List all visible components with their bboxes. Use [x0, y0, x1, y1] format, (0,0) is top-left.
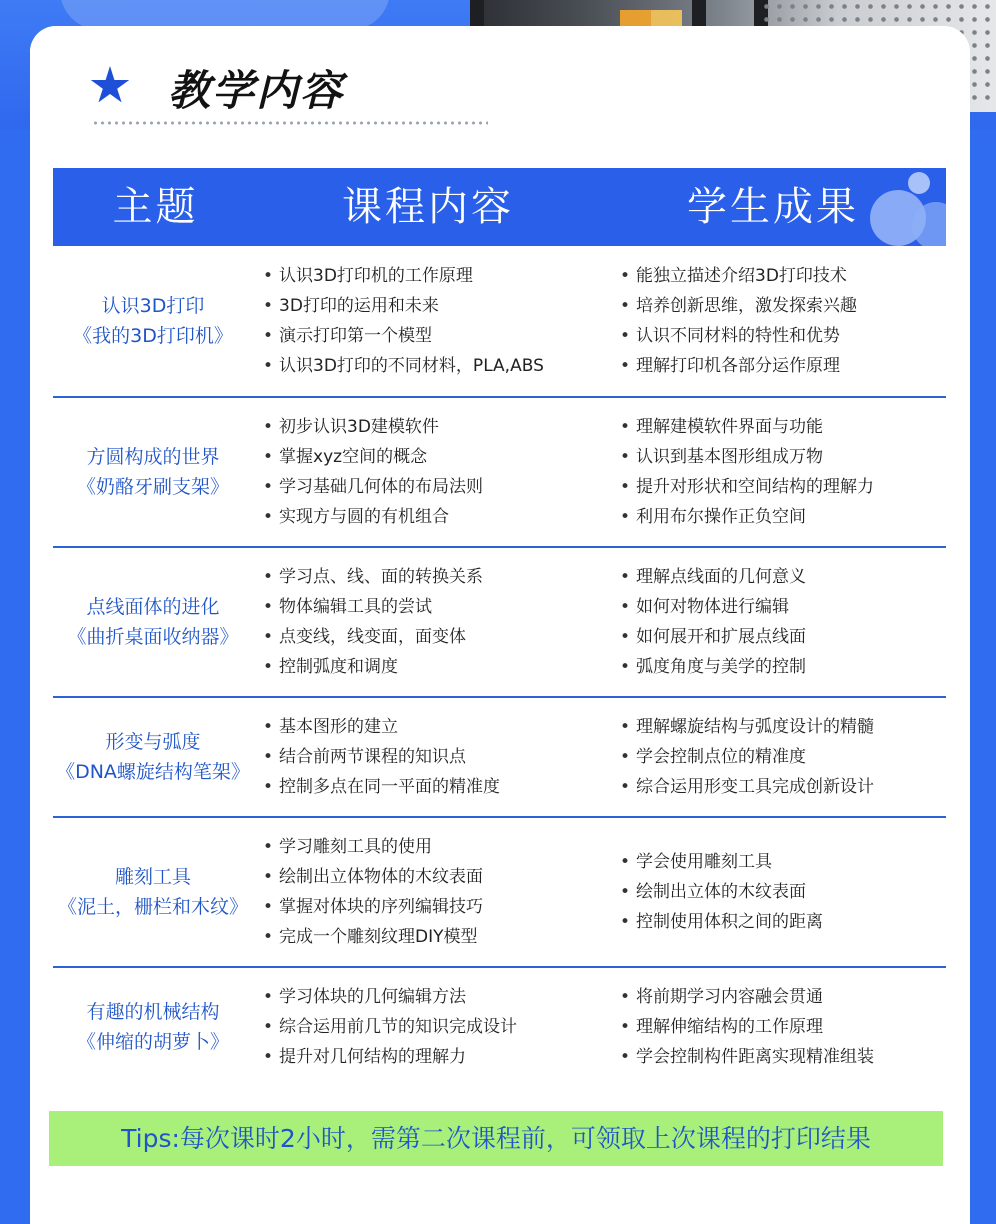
course-content-list — [263, 698, 613, 816]
list-item: • 理解伸缩结构的工作原理 — [620, 1012, 940, 1042]
list-item: • 认识不同材料的特性和优势 — [620, 321, 940, 351]
list-item: • 如何展开和扩展点线面 — [620, 622, 940, 652]
list-item: • 利用布尔操作正负空间 — [620, 502, 940, 532]
project-name: 《DNA螺旋结构笔架》 — [56, 761, 250, 783]
row-topic — [53, 968, 253, 1086]
row-topic — [53, 698, 253, 816]
table-row — [53, 246, 946, 398]
list-item: • 绘制出立体的木纹表面 — [620, 877, 940, 907]
list-item: • 控制使用体积之间的距离 — [620, 907, 940, 937]
row-topic — [53, 398, 253, 546]
course-content-list — [263, 968, 613, 1086]
student-results-list — [620, 398, 940, 546]
course-content-list — [263, 548, 613, 696]
student-results-list — [620, 548, 940, 696]
list-item: • 点变线，线变面，面变体 — [263, 622, 613, 652]
topic-name: 有趣的机械结构 — [86, 1001, 220, 1023]
project-name: 《曲折桌面收纳器》 — [67, 626, 239, 648]
project-name: 《伸缩的胡萝卜》 — [76, 1031, 229, 1053]
list-item: • 物体编辑工具的尝试 — [263, 592, 613, 622]
list-item: • 能独立描述介绍3D打印技术 — [620, 261, 940, 291]
list-item: • 控制多点在同一平面的精准度 — [263, 772, 613, 802]
list-item: • 理解螺旋结构与弧度设计的精髓 — [620, 712, 940, 742]
table-row — [53, 548, 946, 698]
table-row — [53, 818, 946, 968]
course-content-list — [263, 246, 613, 396]
list-item: • 理解点线面的几何意义 — [620, 562, 940, 592]
topic-name: 点线面体的进化 — [86, 596, 220, 618]
list-item: • 学会使用雕刻工具 — [620, 847, 940, 877]
list-item: • 3D打印的运用和未来 — [263, 291, 613, 321]
list-item: • 弧度角度与美学的控制 — [620, 652, 940, 682]
student-results-list — [620, 968, 940, 1086]
list-item: • 演示打印第一个模型 — [263, 321, 613, 351]
list-item: • 将前期学习内容融会贯通 — [620, 982, 940, 1012]
topic-name: 认识3D打印 — [101, 295, 205, 317]
header-course-content: 课程内容 — [342, 184, 514, 230]
list-item: • 提升对几何结构的理解力 — [263, 1042, 613, 1072]
list-item: • 认识到基本图形组成万物 — [620, 442, 940, 472]
header-student-results: 学生成果 — [687, 184, 859, 230]
topic-name: 方圆构成的世界 — [86, 446, 220, 468]
list-item: • 学习基础几何体的布局法则 — [263, 472, 613, 502]
topic-name: 形变与弧度 — [105, 731, 201, 753]
list-item: • 完成一个雕刻纹理DIY模型 — [263, 922, 613, 952]
list-item: • 学习点、线、面的转换关系 — [263, 562, 613, 592]
list-item: • 学会控制点位的精准度 — [620, 742, 940, 772]
list-item: • 学习雕刻工具的使用 — [263, 832, 613, 862]
tips-banner: Tips:每次课时2小时，需第二次课程前，可领取上次课程的打印结果 — [49, 1111, 943, 1166]
list-item: • 基本图形的建立 — [263, 712, 613, 742]
topic-name: 雕刻工具 — [114, 866, 191, 888]
table-row — [53, 698, 946, 818]
list-item: • 如何对物体进行编辑 — [620, 592, 940, 622]
table-header — [53, 168, 946, 246]
row-topic — [53, 818, 253, 966]
table-row — [53, 968, 946, 1086]
list-item: • 综合运用前几节的知识完成设计 — [263, 1012, 613, 1042]
list-item: • 综合运用形变工具完成创新设计 — [620, 772, 940, 802]
student-results-list — [620, 698, 940, 816]
list-item: • 掌握xyz空间的概念 — [263, 442, 613, 472]
project-name: 《泥土，栅栏和木纹》 — [57, 896, 248, 918]
project-name: 《奶酪牙刷支架》 — [76, 476, 229, 498]
course-content-list — [263, 818, 613, 966]
list-item: • 结合前两节课程的知识点 — [263, 742, 613, 772]
row-topic — [53, 548, 253, 696]
list-item: • 掌握对体块的序列编辑技巧 — [263, 892, 613, 922]
list-item: • 学习体块的几何编辑方法 — [263, 982, 613, 1012]
list-item: • 提升对形状和空间结构的理解力 — [620, 472, 940, 502]
list-item: • 实现方与圆的有机组合 — [263, 502, 613, 532]
list-item: • 理解建模软件界面与功能 — [620, 412, 940, 442]
list-item: • 绘制出立体物体的木纹表面 — [263, 862, 613, 892]
list-item: • 认识3D打印的不同材料，PLA,ABS — [263, 351, 613, 381]
list-item: • 控制弧度和调度 — [263, 652, 613, 682]
project-name: 《我的3D打印机》 — [73, 325, 233, 347]
row-topic — [53, 246, 253, 396]
list-item: • 理解打印机各部分运作原理 — [620, 351, 940, 381]
title-dotted-divider — [92, 121, 488, 125]
course-content-list — [263, 398, 613, 546]
student-results-list — [620, 246, 940, 396]
header-topic: 主题 — [112, 184, 199, 230]
student-results-list — [620, 818, 940, 966]
section-title: 教学内容 — [168, 66, 345, 115]
list-item: • 初步认识3D建模软件 — [263, 412, 613, 442]
list-item: • 学会控制构件距离实现精准组装 — [620, 1042, 940, 1072]
list-item: • 培养创新思维，激发探索兴趣 — [620, 291, 940, 321]
list-item: • 认识3D打印机的工作原理 — [263, 261, 613, 291]
table-row — [53, 398, 946, 548]
